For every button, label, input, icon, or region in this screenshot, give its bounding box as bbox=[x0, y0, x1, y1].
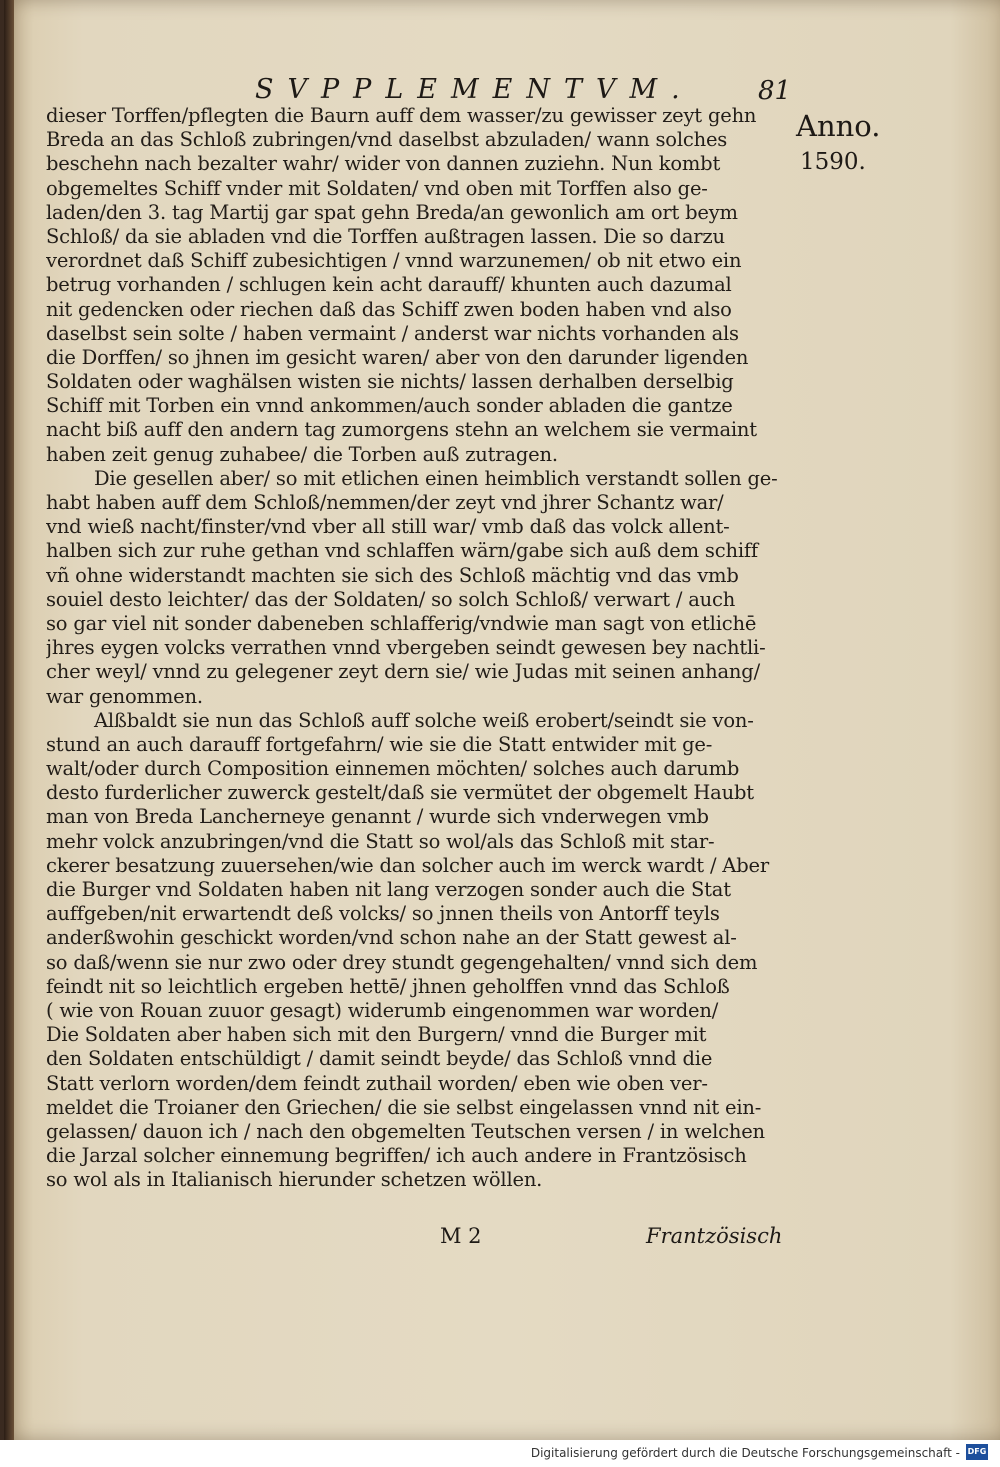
text-line: verordnet daß Schiff zubesichtigen / vnnd warzunemen/ ob nit etwo ein bbox=[46, 249, 742, 273]
text-line: nacht biß auff den andern tag zumorgens stehn an welchem sie vermaint bbox=[46, 418, 757, 442]
text-line: haben zeit genug zuhabee/ die Torben auß zutragen. bbox=[46, 442, 558, 466]
page-number: 81 bbox=[758, 76, 792, 106]
margin-label: Anno. bbox=[796, 109, 881, 143]
text-line: gelassen/ dauon ich / nach den obgemelten Teutschen versen / in welchen bbox=[46, 1119, 765, 1143]
text-line: ckerer besatzung zuuersehen/wie dan solcher auch im werck wardt / Aber bbox=[46, 853, 769, 877]
text-line: souiel desto leichter/ das der Soldaten/ so solch Schloß/ verwart / auch bbox=[46, 587, 736, 611]
running-head: SVPPLEMENTVM. bbox=[255, 74, 694, 105]
catchword: Frantzösisch bbox=[646, 1224, 783, 1248]
body-text bbox=[46, 104, 794, 1192]
text-line: feindt nit so leichtlich ergeben hettē/ jhnen geholffen vnnd das Schloß bbox=[46, 974, 730, 998]
text-line: Breda an das Schloß zubringen/vnd daselbst abzuladen/ wann solches bbox=[46, 128, 728, 152]
text-line: war genommen. bbox=[46, 684, 203, 708]
text-line: vñ ohne widerstandt machten sie sich des Schloß mächtig vnd das vmb bbox=[46, 563, 739, 587]
text-line: so gar viel nit sonder dabeneben schlafferig/vndwie man sagt von etlichē bbox=[46, 611, 757, 635]
text-line: daselbst sein solte / haben vermaint / anderst war nichts vorhanden als bbox=[46, 321, 739, 345]
text-line: laden/den 3. tag Martij gar spat gehn Breda/an gewonlich am ort beym bbox=[46, 200, 738, 224]
text-line: Die gesellen aber/ so mit etlichen einen heimblich verstandt sollen ge- bbox=[94, 466, 778, 490]
text-line: Schloß/ da sie abladen vnd die Torffen außtragen lassen. Die so darzu bbox=[46, 224, 725, 248]
text-line: Soldaten oder waghälsen wisten sie nichts/ lassen derhalben derselbig bbox=[46, 370, 734, 394]
text-line: ( wie von Rouan zuuor gesagt) widerumb eingenommen war worden/ bbox=[46, 998, 719, 1022]
text-line: mehr volck anzubringen/vnd die Statt so wol/als das Schloß mit star- bbox=[46, 829, 715, 853]
text-line: Die Soldaten aber haben sich mit den Burgern/ vnnd die Burger mit bbox=[46, 1023, 707, 1047]
signature-mark: M 2 bbox=[440, 1224, 482, 1248]
dfg-logo: DFG bbox=[966, 1444, 988, 1460]
text-line: so wol als in Italianisch hierunder schetzen wöllen. bbox=[46, 1168, 543, 1192]
text-line: anderßwohin geschickt worden/vnd schon nahe an der Statt gewest al- bbox=[46, 926, 737, 950]
text-line: walt/oder durch Composition einnemen möchten/ solches auch darumb bbox=[46, 757, 740, 781]
text-line: Schiff mit Torben ein vnnd ankommen/auch sonder abladen die gantze bbox=[46, 394, 733, 418]
text-line: Alßbaldt sie nun das Schloß auff solche weiß erobert/seindt sie von- bbox=[94, 708, 754, 732]
text-line: vnd wieß nacht/finster/vnd vber all still war/ vmb daß das volck allent- bbox=[46, 515, 730, 539]
text-line: beschehn nach bezalter wahr/ wider von dannen zuziehn. Nun kombt bbox=[46, 152, 721, 176]
book-spine bbox=[4, 0, 14, 1440]
footer-bar bbox=[0, 1440, 1000, 1467]
text-line: habt haben auff dem Schloß/nemmen/der zeyt vnd jhrer Schantz war/ bbox=[46, 491, 724, 514]
text-line: den Soldaten entschüldigt / damit seindt beyde/ das Schloß vnnd die bbox=[46, 1047, 713, 1071]
text-line: betrug vorhanden / schlugen kein acht darauff/ khunten auch dazumal bbox=[46, 273, 732, 297]
text-line: dieser Torffen/pflegten die Baurn auff dem wasser/zu gewisser zeyt gehn bbox=[46, 104, 757, 127]
text-line: desto furderlicher zuwerck gestelt/daß sie vermütet der obgemelt Haubt bbox=[46, 781, 754, 805]
text-line: nit gedencken oder riechen daß das Schiff zwen boden haben vnd also bbox=[46, 297, 732, 321]
text-line: man von Breda Lancherneye genannt / wurde sich vnderwegen vmb bbox=[46, 805, 709, 829]
text-line: obgemeltes Schiff vnder mit Soldaten/ vnd oben mit Torffen also ge- bbox=[46, 176, 708, 200]
text-line: jhres eygen volcks verrathen vnnd vbergeben seindt gewesen bey nachtli- bbox=[46, 636, 766, 660]
margin-year: 1590. bbox=[800, 149, 866, 175]
margin-note bbox=[796, 104, 896, 184]
text-line: die Burger vnd Soldaten haben nit lang verzogen sonder auch die Stat bbox=[46, 878, 731, 901]
footer-credit: Digitalisierung gefördert durch die Deutsche Forschungsgemeinschaft - bbox=[530, 1446, 960, 1460]
text-line: Statt verlorn worden/dem feindt zuthail worden/ eben wie oben ver- bbox=[46, 1071, 708, 1095]
text-line: cher weyl/ vnnd zu gelegener zeyt dern sie/ wie Judas mit seinen anhang/ bbox=[46, 660, 760, 684]
text-line: halben sich zur ruhe gethan vnd schlaffen wärn/gabe sich auß dem schiff bbox=[46, 539, 758, 563]
text-line: so daß/wenn sie nur zwo oder drey stundt gegengehalten/ vnnd sich dem bbox=[46, 950, 758, 974]
text-line: meldet die Troianer den Griechen/ die sie selbst eingelassen vnnd nit ein- bbox=[46, 1095, 762, 1119]
text-line: stund an auch darauff fortgefahrn/ wie sie die Statt entwider mit ge- bbox=[46, 732, 713, 756]
text-line: die Dorffen/ so jhnen im gesicht waren/ aber von den darunder ligenden bbox=[46, 345, 749, 369]
text-line: auffgeben/nit erwartendt deß volcks/ so jnnen theils von Antorff teyls bbox=[46, 902, 720, 926]
text-line: die Jarzal solcher einnemung begriffen/ ich auch andere in Frantzösisch bbox=[46, 1144, 747, 1168]
